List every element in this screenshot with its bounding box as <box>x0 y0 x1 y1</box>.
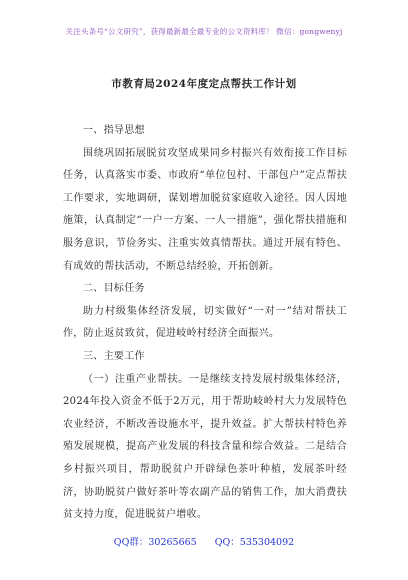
paragraph: 助力村级集体经济发展，切实做好“一对一”结对帮扶工作，防止返贫致贫，促进岐岭村经济全面振兴。 <box>63 305 347 340</box>
paragraph: 围绕巩固拓展脱贫攻坚成果同乡村振兴有效衔接工作目标任务，认真落实市委、市政府“单位包村、干部包户”定点帮扶工作要求，实地调研，谋划增加脱贫家庭收入途径。因人因地施策，认真制定“一户一方案、一人一措施”，强化帮扶措施和服务意识，节俭务实、注重实效真情帮扶。通过开展有特色、有成效的帮扶活动，不断总结经验，开拓创新。 <box>63 147 347 272</box>
section-heading-targets: 二、目标任务 <box>83 283 145 295</box>
section-heading-guiding-ideology: 一、指导思想 <box>83 125 145 136</box>
paragraph: （一）注重产业帮扶。一是继续支持发展村级集体经济，2024年投入资金不低于2万元，用于帮助岐岭村大力发展特色农业经济，不断改善设施水平，提升效益。扩大帮扶村特色养殖发展规模，提高产业发展的科技含量和综合效益。二是结合乡村振兴项目，帮助脱贫户开辟绿色茶叶种植，发展茶叶经济，协助脱贫户做好茶叶等农副产品的销售工作，加大消费扶贫支持力度，促进脱贫户增收。 <box>63 373 347 521</box>
header-banner: 关注头条号“公文研究”，获得最新最全最专业的公文资料库！ 微信：gongwenyj <box>65 27 343 36</box>
qq-number-text: QQ：535304092 <box>214 537 295 548</box>
footer-contact <box>0 534 408 548</box>
document-title: 市教育局2024年度定点帮扶工作计划 <box>111 78 297 90</box>
document-body <box>63 120 347 527</box>
section-heading-main-work: 三、主要工作 <box>83 350 145 362</box>
qq-group-text: QQ群：30265665 <box>113 537 197 548</box>
